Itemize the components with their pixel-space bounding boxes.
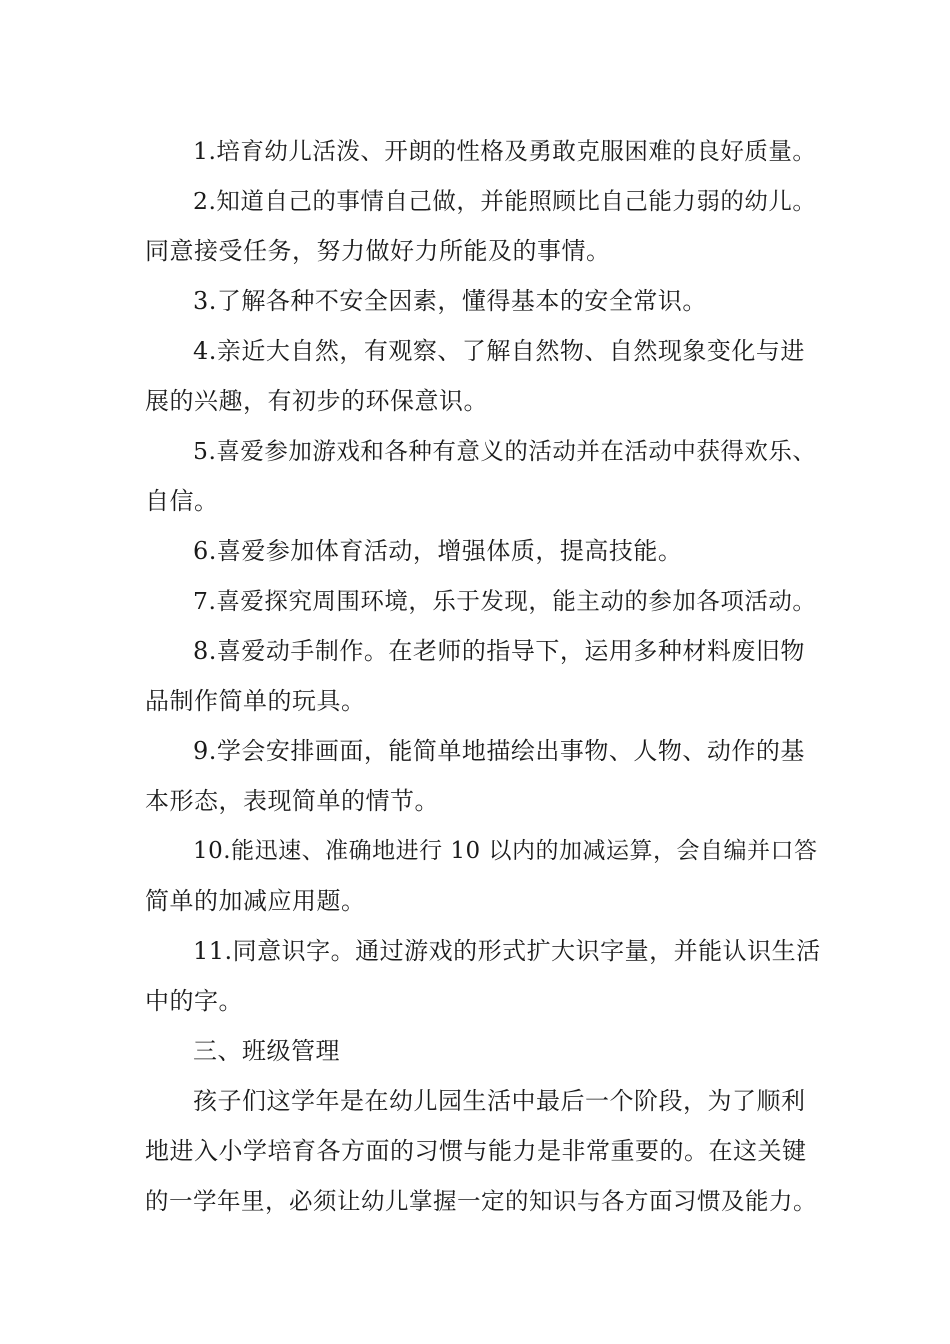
- paragraph-goal-1: [145, 126, 825, 176]
- paragraph-goal-6: [145, 526, 825, 576]
- paragraph-goal-11: [145, 926, 825, 1026]
- text-line: 1.培育幼儿活泼、开朗的性格及勇敢克服困难的良好质量。: [193, 137, 817, 165]
- paragraph-class-management: [145, 1076, 825, 1226]
- text-line: 自信。: [145, 487, 219, 515]
- paragraph-goal-7: [145, 576, 825, 626]
- text-line: 展的兴趣，有初步的环保意识。: [145, 387, 488, 415]
- text-line: 品制作简单的玩具。: [145, 687, 366, 715]
- paragraph-goal-3: [145, 276, 825, 326]
- text-line: 8.喜爱动手制作。在老师的指导下，运用多种材料废旧物: [193, 637, 805, 665]
- section-heading: [145, 1026, 825, 1076]
- text-line: 地进入小学培育各方面的习惯与能力是非常重要的。在这关键: [145, 1137, 807, 1165]
- paragraph-goal-2: [145, 176, 825, 276]
- text-line: 中的字。: [145, 987, 243, 1015]
- paragraph-goal-8: [145, 626, 825, 726]
- section-heading-text: 三、班级管理: [193, 1037, 340, 1065]
- text-line: 简单的加减应用题。: [145, 887, 366, 915]
- paragraph-goal-9: [145, 726, 825, 826]
- document-page: [145, 126, 825, 1226]
- paragraph-goal-5: [145, 426, 825, 526]
- text-line: 11.同意识字。通过游戏的形式扩大识字量，并能认识生活: [193, 937, 821, 965]
- paragraph-goal-10: [145, 826, 825, 926]
- text-line: 2.知道自己的事情自己做，并能照顾比自己能力弱的幼儿。: [193, 187, 817, 215]
- text-line: 6.喜爱参加体育活动，增强体质，提高技能。: [193, 537, 683, 565]
- text-line: 孩子们这学年是在幼儿园生活中最后一个阶段，为了顺利: [193, 1087, 806, 1115]
- text-line: 5.喜爱参加游戏和各种有意义的活动并在活动中获得欢乐、: [193, 437, 817, 465]
- text-line: 本形态，表现简单的情节。: [145, 787, 439, 815]
- text-line: 10.能迅速、准确地进行 10 以内的加减运算，会自编并口答: [193, 838, 818, 864]
- text-line: 7.喜爱探究周围环境，乐于发现，能主动的参加各项活动。: [193, 587, 817, 615]
- text-line: 同意接受任务，努力做好力所能及的事情。: [145, 237, 611, 265]
- text-line: 9.学会安排画面，能简单地描绘出事物、人物、动作的基: [193, 737, 805, 765]
- paragraph-goal-4: [145, 326, 825, 426]
- text-line: 4.亲近大自然，有观察、了解自然物、自然现象变化与进: [193, 337, 805, 365]
- text-line: 的一学年里，必须让幼儿掌握一定的知识与各方面习惯及能力。: [145, 1187, 817, 1215]
- text-line: 3.了解各种不安全因素，懂得基本的安全常识。: [193, 287, 707, 315]
